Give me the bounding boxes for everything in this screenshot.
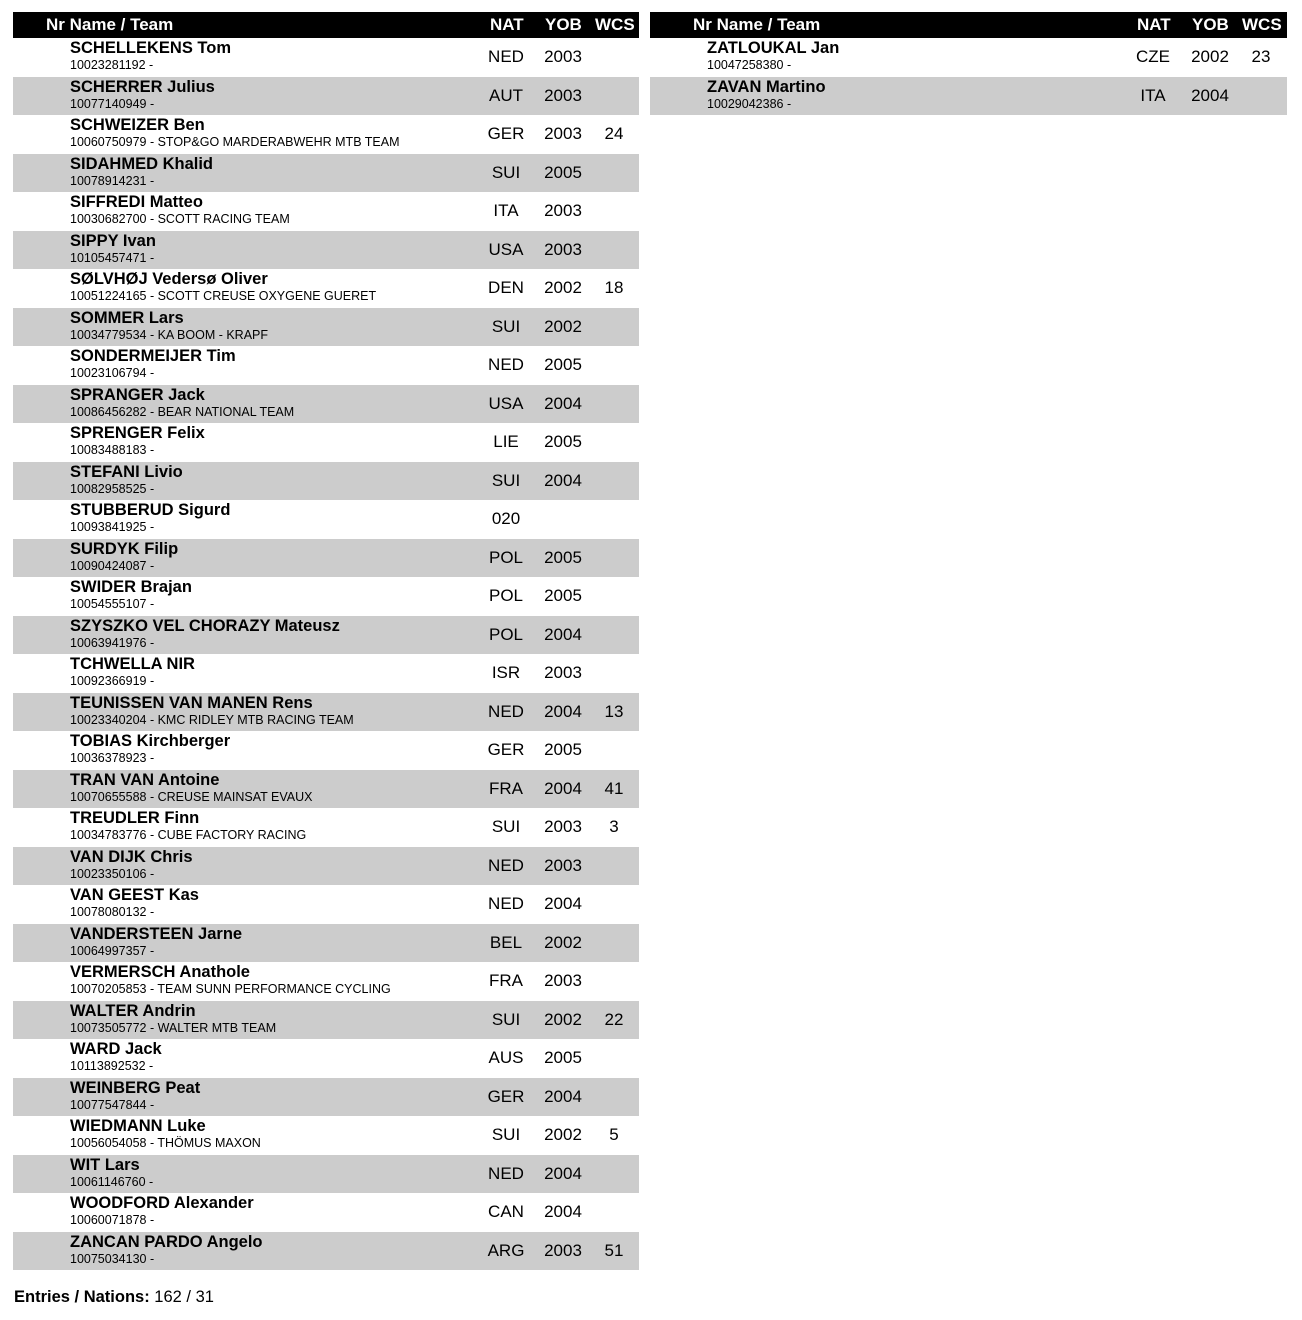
header-wcs: WCS — [595, 15, 635, 34]
table-row — [13, 693, 639, 732]
rider-name: SCHWEIZER Ben — [70, 116, 205, 134]
header-yob: YOB — [545, 15, 582, 34]
rider-name: SPRANGER Jack — [70, 385, 205, 404]
rider-id-team: 10073505772 - WALTER MTB TEAM — [70, 1020, 277, 1035]
rider-wcs: 3 — [609, 817, 619, 836]
rider-year-of-birth: 2002 — [544, 1009, 582, 1029]
rider-wcs: 24 — [604, 124, 624, 143]
rider-id-team: 10090424087 - — [70, 558, 155, 573]
table-row — [13, 500, 639, 539]
rider-id-team: 10051224165 - SCOTT CREUSE OXYGENE GUERET — [70, 289, 377, 303]
rider-id-team: 10054555107 - — [70, 597, 155, 611]
rider-nation: NED — [488, 47, 524, 66]
table-row — [13, 924, 639, 963]
table-row — [13, 1078, 639, 1117]
entries-summary-value: 162 / 31 — [154, 1288, 214, 1306]
rider-year-of-birth: 2005 — [544, 355, 582, 374]
rider-year-of-birth: 2002 — [544, 1125, 582, 1144]
rider-name: ZAVAN Martino — [707, 77, 826, 96]
rider-nation: CZE — [1136, 47, 1170, 66]
rider-year-of-birth: 2004 — [544, 470, 582, 490]
rider-nation: SUI — [491, 470, 521, 490]
rider-nation: ITA — [493, 201, 519, 220]
rider-nation: SUI — [491, 817, 521, 836]
rider-id-team: 10029042386 - — [707, 96, 792, 111]
left-column — [13, 12, 639, 1270]
rider-name: SCHELLEKENS Tom — [70, 39, 232, 57]
rider-id-team: 10060071878 - — [70, 1213, 155, 1227]
rider-nation: SUI — [491, 1009, 521, 1029]
rider-nation: CAN — [488, 1202, 524, 1221]
rider-id-team: 10092366919 - — [70, 674, 155, 688]
entries-summary-label: Entries / Nations: — [14, 1288, 150, 1306]
rider-name: TCHWELLA NIR — [70, 655, 195, 673]
rider-year-of-birth: 2004 — [544, 1202, 582, 1221]
rider-year-of-birth: 2004 — [1191, 85, 1229, 105]
rider-name: TRAN VAN Antoine — [70, 770, 220, 789]
rider-nation: DEN — [488, 278, 524, 297]
rider-name: SOMMER Lars — [70, 308, 184, 327]
rider-nation: AUT — [489, 85, 523, 105]
rider-id-team: 10070205853 - TEAM SUNN PERFORMANCE CYCLING — [70, 982, 391, 996]
rider-id-team: 10082958525 - — [70, 481, 155, 496]
rider-name: VAN DIJK Chris — [70, 847, 193, 866]
rider-id-team: 10063941976 - — [70, 635, 155, 650]
table-row — [13, 1193, 639, 1232]
rider-id-team: 10034783776 - CUBE FACTORY RACING — [70, 828, 307, 842]
rider-id-team: 10061146760 - — [70, 1174, 154, 1189]
table-row — [13, 539, 639, 578]
table-row — [13, 423, 639, 462]
rider-id-team: 10060750979 - STOP&GO MARDERABWEHR MTB TEAM — [70, 135, 400, 149]
table-row — [13, 385, 639, 424]
table-row — [13, 192, 639, 231]
rider-nation: AUS — [488, 1048, 524, 1067]
rider-nation: ARG — [487, 1240, 525, 1260]
rider-name: SWIDER Brajan — [70, 578, 192, 596]
rider-nation: POL — [488, 547, 524, 567]
rider-nation: SUI — [491, 316, 521, 336]
rider-nation: NED — [488, 1163, 524, 1183]
table-header — [650, 12, 1287, 38]
rider-id-team: 10078080132 - — [70, 905, 155, 919]
rider-wcs: 51 — [604, 1240, 624, 1260]
table-row — [13, 269, 639, 308]
rider-wcs: 41 — [604, 778, 624, 798]
rider-id-team: 10023106794 - — [70, 366, 155, 380]
rider-wcs: 23 — [1251, 47, 1271, 66]
entries-summary — [14, 1288, 214, 1307]
rider-year-of-birth: 2003 — [544, 47, 582, 66]
rider-wcs: 5 — [609, 1125, 619, 1144]
table-row — [13, 115, 639, 154]
rider-year-of-birth: 2003 — [544, 124, 582, 143]
rider-name: WIT Lars — [70, 1155, 140, 1174]
rider-year-of-birth: 2005 — [544, 162, 582, 182]
rider-nation: NED — [488, 355, 524, 374]
rider-year-of-birth: 2002 — [544, 316, 582, 336]
rider-name: ZATLOUKAL Jan — [707, 39, 840, 57]
rider-year-of-birth: 2005 — [544, 547, 582, 567]
rider-nation: USA — [488, 393, 524, 413]
rider-wcs: 22 — [604, 1009, 624, 1029]
table-row — [13, 962, 639, 1001]
rider-year-of-birth: 2003 — [544, 817, 582, 836]
rider-name: SIDAHMED Khalid — [70, 154, 214, 173]
rider-id-team: 10113892532 - — [70, 1059, 154, 1073]
rider-nation: FRA — [489, 778, 523, 798]
rider-year-of-birth: 2003 — [544, 1240, 582, 1260]
rider-nation: LIE — [493, 432, 519, 451]
rider-year-of-birth: 2005 — [544, 1048, 582, 1067]
rider-year-of-birth: 2004 — [544, 701, 582, 721]
table-row — [13, 77, 639, 116]
rider-id-team: 10023281192 - — [70, 58, 154, 72]
table-row — [13, 346, 639, 385]
header-nat: NAT — [490, 15, 524, 34]
rider-id-team: 10093841925 - — [70, 520, 155, 534]
table-row — [13, 577, 639, 616]
rider-id-team: 10056054058 - THÖMUS MAXON — [70, 1136, 261, 1150]
rider-nation: GER — [487, 1086, 525, 1106]
rider-name: WOODFORD Alexander — [70, 1194, 254, 1212]
table-row — [13, 308, 639, 347]
rider-name: SIFFREDI Matteo — [70, 193, 203, 211]
rider-year-of-birth: 2004 — [544, 894, 582, 913]
rider-nation: POL — [488, 586, 524, 605]
rider-name: TOBIAS Kirchberger — [70, 732, 231, 750]
rider-nation: SUI — [491, 1125, 521, 1144]
rider-year-of-birth: 2005 — [544, 432, 582, 451]
rider-id-team: 10023340204 - KMC RIDLEY MTB RACING TEAM — [70, 712, 354, 727]
rider-year-of-birth: 2002 — [544, 932, 582, 952]
rider-name: WEINBERG Peat — [70, 1078, 201, 1097]
table-row — [13, 770, 639, 809]
rider-id-team: 10064997357 - — [70, 943, 155, 958]
rider-id-team: 10036378923 - — [70, 751, 155, 765]
rider-id-team: 10083488183 - — [70, 443, 155, 457]
rider-year-of-birth: 2005 — [544, 740, 582, 759]
table-row — [13, 231, 639, 270]
rider-year-of-birth: 2004 — [544, 778, 582, 798]
table-row — [650, 38, 1287, 77]
rider-nation: GER — [487, 740, 525, 759]
table-row — [13, 1155, 639, 1194]
table-header — [13, 12, 639, 38]
rider-name: VAN GEEST Kas — [70, 886, 199, 904]
table-row — [13, 885, 639, 924]
rider-year-of-birth: 2003 — [544, 201, 582, 220]
rider-nation: NED — [488, 894, 524, 913]
rider-name: SURDYK Filip — [70, 539, 179, 558]
table-row — [13, 808, 639, 847]
rider-name: SPRENGER Felix — [70, 424, 205, 442]
entries-list-right — [650, 38, 1287, 115]
rider-year-of-birth: 2004 — [544, 1086, 582, 1106]
table-row — [13, 462, 639, 501]
rider-nation: USA — [488, 239, 524, 259]
rider-year-of-birth: 2004 — [544, 393, 582, 413]
rider-name: TEUNISSEN VAN MANEN Rens — [70, 693, 313, 712]
rider-nation: 020 — [491, 509, 521, 528]
rider-year-of-birth: 2003 — [544, 663, 582, 682]
rider-nation: NED — [488, 855, 524, 875]
rider-year-of-birth: 2004 — [544, 1163, 582, 1183]
rider-name: WARD Jack — [70, 1040, 162, 1058]
entries-list-left — [13, 38, 639, 1270]
rider-name: VANDERSTEEN Jarne — [70, 924, 243, 943]
rider-id-team: 10077140949 - — [70, 96, 155, 111]
rider-year-of-birth: 2003 — [544, 855, 582, 875]
rider-name: ZANCAN PARDO Angelo — [70, 1232, 263, 1251]
rider-name: SZYSZKO VEL CHORAZY Mateusz — [70, 616, 340, 635]
rider-nation: POL — [488, 624, 524, 644]
table-row — [13, 731, 639, 770]
header-nat: NAT — [1137, 15, 1171, 34]
rider-year-of-birth: 2004 — [544, 624, 582, 644]
rider-wcs: 18 — [604, 278, 624, 297]
rider-id-team: 10105457471 - — [70, 250, 155, 265]
table-row — [13, 1232, 639, 1271]
rider-id-team: 10030682700 - SCOTT RACING TEAM — [70, 212, 290, 226]
rider-nation: FRA — [489, 971, 523, 990]
rider-id-team: 10077547844 - — [70, 1097, 155, 1112]
rider-year-of-birth: 2003 — [544, 85, 582, 105]
rider-id-team: 10070655588 - CREUSE MAINSAT EVAUX — [70, 789, 313, 804]
table-row — [13, 1116, 639, 1155]
rider-nation: BEL — [489, 932, 523, 952]
rider-name: TREUDLER Finn — [70, 809, 200, 827]
rider-nation: GER — [487, 124, 525, 143]
rider-nation: NED — [488, 701, 524, 721]
rider-year-of-birth: 2003 — [544, 971, 582, 990]
rider-nation: ITA — [1140, 85, 1166, 105]
header-yob: YOB — [1192, 15, 1229, 34]
table-row — [13, 1039, 639, 1078]
rider-year-of-birth: 2002 — [544, 278, 582, 297]
header-wcs: WCS — [1242, 15, 1282, 34]
rider-name: SØLVHØJ Vedersø Oliver — [70, 270, 268, 288]
rider-name: SCHERRER Julius — [70, 77, 215, 96]
rider-name: SIPPY Ivan — [70, 231, 156, 250]
header-nr-name-team: Nr Name / Team — [46, 15, 174, 34]
rider-id-team: 10078914231 - — [70, 173, 155, 188]
rider-name: STEFANI Livio — [70, 462, 183, 481]
rider-name: SONDERMEIJER Tim — [70, 347, 236, 365]
table-row — [13, 616, 639, 655]
table-row — [650, 77, 1287, 116]
table-row — [13, 1001, 639, 1040]
rider-year-of-birth: 2005 — [544, 586, 582, 605]
rider-nation: ISR — [491, 663, 521, 682]
rider-year-of-birth: 2002 — [1191, 47, 1229, 66]
rider-name: WIEDMANN Luke — [70, 1117, 206, 1135]
right-column — [650, 12, 1287, 115]
table-row — [13, 847, 639, 886]
rider-year-of-birth: 2003 — [544, 239, 582, 259]
rider-id-team: 10047258380 - — [707, 58, 792, 72]
table-row — [13, 654, 639, 693]
rider-id-team: 10034779534 - KA BOOM - KRAPF — [70, 327, 269, 342]
rider-name: WALTER Andrin — [70, 1001, 196, 1020]
rider-wcs: 13 — [604, 701, 624, 721]
rider-id-team: 10075034130 - — [70, 1251, 155, 1266]
rider-id-team: 10023350106 - — [70, 866, 155, 881]
rider-nation: SUI — [491, 162, 521, 182]
rider-name: STUBBERUD Sigurd — [70, 501, 231, 519]
table-row — [13, 154, 639, 193]
header-nr-name-team: Nr Name / Team — [693, 15, 821, 34]
rider-name: VERMERSCH Anathole — [70, 963, 250, 981]
rider-id-team: 10086456282 - BEAR NATIONAL TEAM — [70, 404, 295, 419]
table-row — [13, 38, 639, 77]
